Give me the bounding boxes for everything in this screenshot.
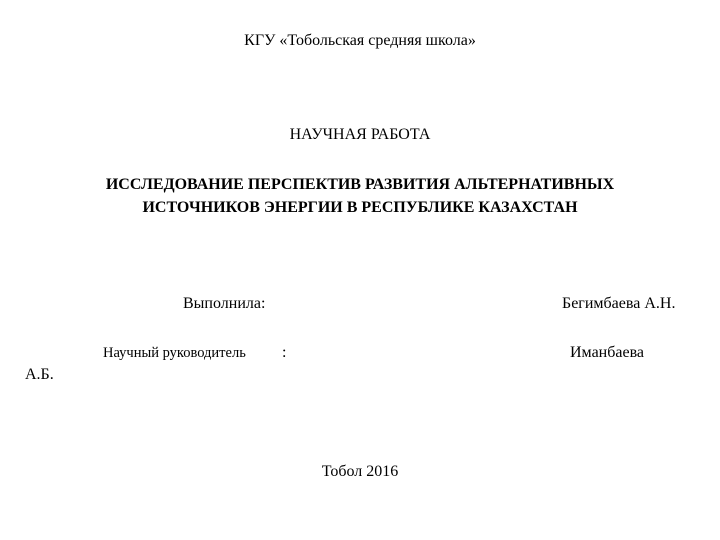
supervisor-initials: А.Б. (25, 366, 54, 383)
author-name: Бегимбаева А.Н. (562, 295, 676, 312)
supervisor-colon: : (282, 344, 287, 361)
title-line-2: ИСТОЧНИКОВ ЭНЕРГИИ В РЕСПУБЛИКЕ КАЗАХСТАН (142, 199, 578, 216)
author-label: Выполнила: (183, 295, 266, 312)
supervisor-label: Научный руководитель (103, 345, 246, 361)
footer-place-year: Тобол 2016 (321, 463, 399, 480)
supervisor-name: Иманбаева (570, 344, 645, 361)
title-line-1: ИССЛЕДОВАНИЕ ПЕРСПЕКТИВ РАЗВИТИЯ АЛЬТЕРНАТИВНЫХ (105, 176, 615, 193)
school-name: КГУ «Тобольская средняя школа» (244, 32, 476, 49)
work-type: НАУЧНАЯ РАБОТА (289, 126, 431, 143)
